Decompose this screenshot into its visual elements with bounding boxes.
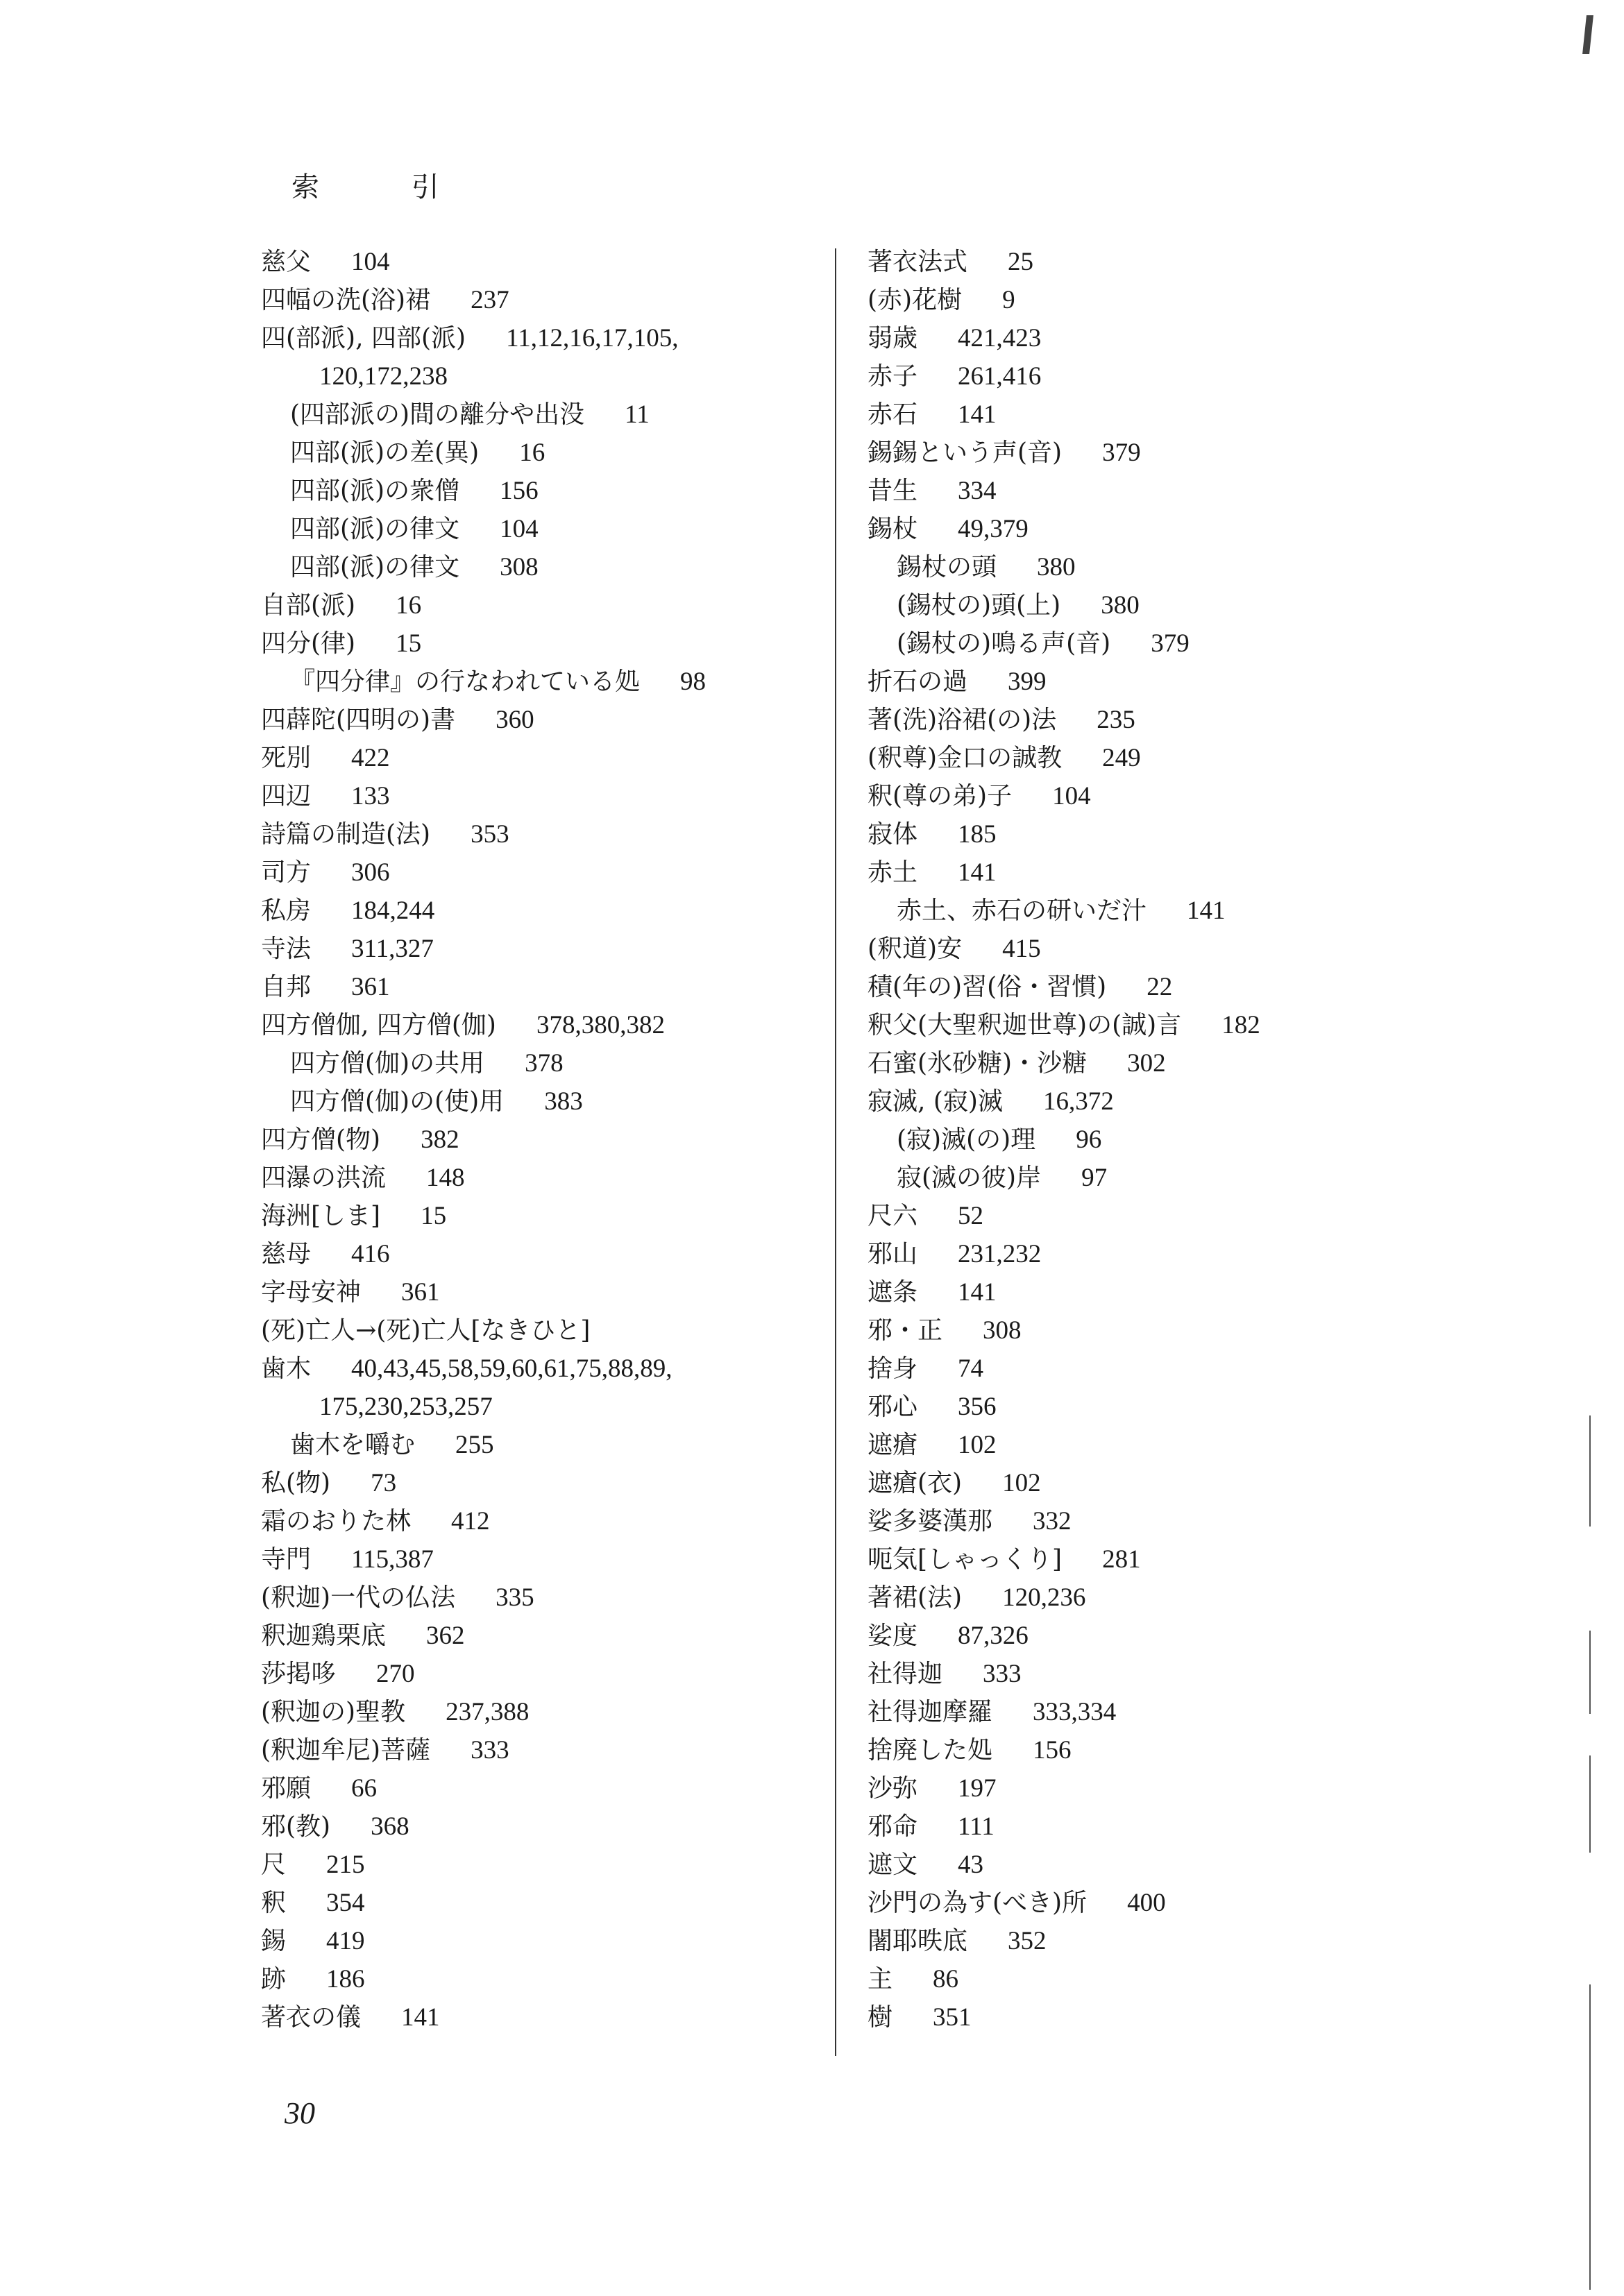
entry-term: 錫杖の頭 — [897, 553, 997, 581]
entry-pages: 111 — [958, 1812, 995, 1841]
entry-term: 釈迦鶏栗底 — [261, 1622, 387, 1650]
scan-edge-line — [1589, 1755, 1591, 1853]
entry-term: 邪(教) — [261, 1812, 331, 1841]
entry-pages: 308 — [500, 553, 539, 581]
index-entry — [868, 319, 1367, 357]
index-entry — [261, 892, 816, 930]
entry-pages: 235 — [1097, 706, 1135, 734]
index-entry — [261, 1922, 816, 1960]
entry-term: 尺六 — [868, 1202, 918, 1230]
index-entry — [868, 1502, 1367, 1540]
entry-term: 遮瘡 — [868, 1431, 918, 1459]
index-entry — [261, 1350, 816, 1388]
entry-term: (四部派の)間の離分や出没 — [290, 400, 585, 429]
entry-pages: 86 — [933, 1965, 959, 1993]
entry-pages: 15 — [396, 629, 422, 658]
entry-pages: 352 — [1008, 1927, 1047, 1955]
entry-pages: 141 — [958, 1278, 997, 1307]
entry-pages: 306 — [351, 858, 390, 887]
index-entry — [868, 548, 1367, 586]
entry-term: 沙門の為す(べき)所 — [868, 1889, 1088, 1917]
scan-edge-line — [1589, 1631, 1591, 1714]
entry-pages: 215 — [326, 1851, 365, 1879]
entry-pages: 333 — [471, 1736, 509, 1764]
index-entry — [261, 1044, 816, 1082]
entry-pages: 148 — [426, 1164, 465, 1192]
entry-term: 石蜜(氷砂糖)・沙糖 — [868, 1049, 1088, 1078]
entry-pages: 351 — [933, 2003, 972, 2032]
index-entry — [261, 739, 816, 777]
entry-pages: 382 — [421, 1125, 459, 1154]
entry-pages: 255 — [455, 1431, 494, 1459]
entry-term: 寂滅, (寂)滅 — [868, 1087, 1003, 1116]
index-entry — [868, 472, 1367, 510]
index-entry — [261, 1082, 816, 1121]
index-entry — [261, 1426, 816, 1464]
entry-term: 娑多婆漢那 — [868, 1507, 993, 1536]
index-entry — [868, 1235, 1367, 1273]
index-entry — [868, 1159, 1367, 1197]
entry-term: 積(年の)習(俗・習慣) — [868, 973, 1107, 1001]
entry-pages: 87,326 — [958, 1622, 1029, 1650]
index-entry — [868, 1731, 1367, 1769]
entry-term: 釈(尊の弟)子 — [868, 782, 1013, 810]
index-entry — [868, 1655, 1367, 1693]
entry-pages: 335 — [496, 1583, 534, 1612]
index-entry — [868, 663, 1367, 701]
index-entry — [261, 548, 816, 586]
entry-pages: 311,327 — [351, 935, 434, 963]
column-divider — [835, 248, 836, 2056]
entry-pages: 16 — [396, 591, 422, 620]
index-entry — [868, 1617, 1367, 1655]
entry-pages: 16 — [519, 439, 545, 467]
entry-term: 邪山 — [868, 1240, 918, 1268]
index-entry — [868, 1044, 1367, 1082]
index-entry — [868, 853, 1367, 892]
index-entry — [868, 1388, 1367, 1426]
entry-pages: 333 — [983, 1660, 1022, 1688]
entry-term: 四辺 — [261, 782, 312, 810]
entry-pages: 249 — [1102, 744, 1141, 772]
index-column-left — [261, 243, 816, 2036]
entry-pages: 412 — [451, 1507, 490, 1536]
scan-edge-mark — [1582, 15, 1593, 54]
index-entry — [868, 243, 1367, 281]
entry-pages: 378 — [525, 1049, 564, 1078]
entry-pages: 115,387 — [351, 1545, 434, 1574]
index-entry — [868, 930, 1367, 968]
index-entry — [868, 1540, 1367, 1579]
index-entry — [261, 1617, 816, 1655]
entry-term: 著裙(法) — [868, 1583, 963, 1612]
index-entry — [261, 1121, 816, 1159]
entry-pages: 421,423 — [958, 324, 1042, 352]
index-entry — [868, 1579, 1367, 1617]
entry-term: (錫杖の)頭(上) — [897, 591, 1061, 620]
index-entry — [868, 1693, 1367, 1731]
entry-term: 捨身 — [868, 1354, 918, 1383]
index-entry — [261, 1769, 816, 1808]
index-entry — [261, 1846, 816, 1884]
entry-pages: 197 — [958, 1774, 997, 1803]
index-entry — [261, 1235, 816, 1273]
index-entry — [868, 1273, 1367, 1311]
entry-term: 釈父(大聖釈迦世尊)の(誠)言 — [868, 1011, 1182, 1039]
index-entry — [868, 1082, 1367, 1121]
entry-term: 莎掲哆 — [261, 1660, 337, 1688]
index-entry — [261, 853, 816, 892]
index-entry — [261, 319, 816, 357]
entry-term: 呃気[しゃっくり] — [868, 1545, 1063, 1574]
entry-pages: 25 — [1008, 248, 1034, 276]
entry-pages: 96 — [1076, 1125, 1102, 1154]
entry-pages: 102 — [1002, 1469, 1041, 1497]
index-entry — [261, 1159, 816, 1197]
entry-pages: 184,244 — [351, 896, 435, 925]
index-entry — [261, 281, 816, 319]
entry-pages: 379 — [1102, 439, 1141, 467]
index-entry — [261, 243, 816, 281]
entry-term: 四(部派), 四部(派) — [261, 324, 466, 352]
entry-pages: 353 — [471, 820, 509, 849]
entry-term: 四方僧(物) — [261, 1125, 381, 1154]
entry-pages: 16,372 — [1042, 1087, 1114, 1116]
scan-edge-line — [1589, 1984, 1591, 2290]
entry-term: 遮条 — [868, 1278, 918, 1307]
entry-term: 寂(滅の彼)岸 — [897, 1164, 1042, 1192]
entry-pages: 415 — [1002, 935, 1041, 963]
entry-pages: 156 — [500, 477, 539, 505]
entry-pages: 400 — [1127, 1889, 1166, 1917]
index-entry — [261, 357, 816, 396]
index-entry — [261, 1579, 816, 1617]
index-entry — [868, 1121, 1367, 1159]
entry-pages: 98 — [680, 667, 707, 696]
entry-term: (錫杖の)鳴る声(音) — [897, 629, 1111, 658]
entry-pages: 334 — [958, 477, 997, 505]
entry-term: 赤子 — [868, 362, 918, 391]
entry-pages: 332 — [1033, 1507, 1072, 1536]
index-entry — [868, 1350, 1367, 1388]
index-entry — [868, 510, 1367, 548]
index-column-right — [868, 243, 1367, 2036]
entry-pages: 156 — [1033, 1736, 1072, 1764]
entry-pages: 383 — [544, 1087, 583, 1116]
index-entry — [261, 1464, 816, 1502]
entry-pages: 186 — [326, 1965, 365, 1993]
entry-term: (寂)滅(の)理 — [897, 1125, 1036, 1154]
entry-pages: 120,172,238 — [319, 362, 448, 391]
entry-term: 霜のおりた林 — [261, 1507, 412, 1536]
index-entry — [261, 1273, 816, 1311]
entry-term: 赤石 — [868, 400, 918, 429]
entry-pages: 104 — [1052, 782, 1091, 810]
page-title: 索 引 — [291, 171, 481, 203]
entry-term: 慈母 — [261, 1240, 312, 1268]
entry-pages: 379 — [1151, 629, 1190, 658]
entry-pages: 360 — [496, 706, 534, 734]
entry-pages: 308 — [983, 1316, 1022, 1345]
entry-pages: 354 — [326, 1889, 365, 1917]
entry-term: (釈迦牟尼)菩薩 — [261, 1736, 431, 1764]
index-entry — [261, 815, 816, 853]
index-entry — [868, 357, 1367, 396]
entry-term: 主 — [868, 1965, 893, 1993]
entry-term: 四方僧伽, 四方僧(伽) — [261, 1011, 496, 1039]
entry-term: 闍耶昳底 — [868, 1927, 968, 1955]
index-entry — [868, 739, 1367, 777]
entry-pages: 104 — [500, 515, 539, 543]
entry-term: 自部(派) — [261, 591, 356, 620]
entry-pages: 97 — [1081, 1164, 1108, 1192]
entry-term: 四部(派)の律文 — [290, 553, 460, 581]
entry-pages: 102 — [958, 1431, 997, 1459]
entry-term: 著衣法式 — [868, 248, 968, 276]
entry-pages: 11 — [625, 400, 650, 429]
index-entry — [868, 1960, 1367, 1998]
index-entry — [868, 968, 1367, 1006]
entry-term: (釈道)安 — [868, 935, 963, 963]
entry-pages: 237,388 — [446, 1698, 530, 1726]
index-entry — [261, 1006, 816, 1044]
scan-edge-line — [1589, 1415, 1591, 1527]
entry-term: 四分(律) — [261, 629, 356, 658]
index-entry — [261, 1808, 816, 1846]
entry-term: 跡 — [261, 1965, 287, 1993]
entry-term: 錫錫という声(音) — [868, 439, 1063, 467]
index-entry — [868, 1006, 1367, 1044]
entry-term: 四方僧(伽)の共用 — [290, 1049, 485, 1078]
entry-pages: 361 — [351, 973, 390, 1001]
index-entry — [868, 1464, 1367, 1502]
entry-term: 捨廃した処 — [868, 1736, 993, 1764]
entry-term: 四部(派)の衆僧 — [290, 477, 460, 505]
index-entry — [868, 1197, 1367, 1235]
entry-pages: 15 — [421, 1202, 447, 1230]
index-entry — [868, 777, 1367, 815]
entry-term: 邪命 — [868, 1812, 918, 1841]
index-entry — [868, 1426, 1367, 1464]
entry-term: 樹 — [868, 2003, 893, 2032]
entry-term: 四幅の洗(浴)裙 — [261, 286, 431, 314]
entry-term: 著衣の儀 — [261, 2003, 362, 2032]
entry-pages: 73 — [371, 1469, 397, 1497]
entry-term: 寂体 — [868, 820, 918, 849]
index-entry — [868, 1769, 1367, 1808]
entry-term: 弱歳 — [868, 324, 918, 352]
entry-pages: 302 — [1127, 1049, 1166, 1078]
index-entry — [261, 701, 816, 739]
entry-pages: 419 — [326, 1927, 365, 1955]
index-entry — [261, 1540, 816, 1579]
entry-pages: 22 — [1147, 973, 1173, 1001]
index-entry — [261, 1731, 816, 1769]
page-number: 30 — [285, 2096, 315, 2130]
index-entry — [868, 396, 1367, 434]
entry-pages: 185 — [958, 820, 997, 849]
entry-pages: 49,379 — [958, 515, 1029, 543]
entry-pages: 104 — [351, 248, 390, 276]
index-entry — [261, 1998, 816, 2036]
entry-pages: 261,416 — [958, 362, 1042, 391]
entry-pages: 380 — [1101, 591, 1140, 620]
index-entry — [261, 396, 816, 434]
entry-pages: 416 — [351, 1240, 390, 1268]
entry-pages: 368 — [371, 1812, 409, 1841]
entry-pages: 270 — [376, 1660, 415, 1688]
entry-pages: 333,334 — [1033, 1698, 1117, 1726]
entry-pages: 43 — [958, 1851, 984, 1879]
index-entry — [261, 472, 816, 510]
entry-pages: 380 — [1037, 553, 1076, 581]
entry-term: 遮瘡(衣) — [868, 1469, 963, 1497]
entry-pages: 141 — [401, 2003, 440, 2032]
index-entry — [261, 1388, 816, 1426]
index-entry — [261, 1960, 816, 1998]
index-entry — [261, 1197, 816, 1235]
index-entry — [261, 1693, 816, 1731]
entry-term: 沙弥 — [868, 1774, 918, 1803]
entry-term: 死別 — [261, 744, 312, 772]
index-entry — [868, 1884, 1367, 1922]
entry-term: 自邦 — [261, 973, 312, 1001]
entry-pages: 52 — [958, 1202, 984, 1230]
entry-term: 遮文 — [868, 1851, 918, 1879]
index-entry — [261, 968, 816, 1006]
index-entry — [868, 1922, 1367, 1960]
entry-term: 四方僧(伽)の(使)用 — [290, 1087, 505, 1116]
entry-term: 歯木 — [261, 1354, 312, 1383]
index-entry — [868, 1998, 1367, 2036]
entry-term: (釈迦)一代の仏法 — [261, 1583, 456, 1612]
entry-pages: 281 — [1102, 1545, 1141, 1574]
index-entry — [868, 1311, 1367, 1350]
index-entry — [261, 1311, 816, 1350]
entry-term: (釈迦の)聖教 — [261, 1698, 406, 1726]
entry-term: 私(物) — [261, 1469, 331, 1497]
entry-term: 四瀑の洪流 — [261, 1164, 387, 1192]
index-entry — [868, 1846, 1367, 1884]
entry-pages: 141 — [958, 400, 997, 429]
entry-term: (赤)花樹 — [868, 286, 963, 314]
entry-term: (死)亡人→(死)亡人[なきひと] — [261, 1316, 591, 1345]
entry-term: 社得迦摩羅 — [868, 1698, 993, 1726]
entry-term: 昔生 — [868, 477, 918, 505]
entry-pages: 175,230,253,257 — [319, 1393, 493, 1421]
entry-term: 折石の過 — [868, 667, 968, 696]
index-entry — [868, 701, 1367, 739]
entry-term: 四部(派)の律文 — [290, 515, 460, 543]
index-entry — [261, 1502, 816, 1540]
entry-pages: 120,236 — [1002, 1583, 1086, 1612]
entry-term: 『四分律』の行なわれている処 — [290, 667, 641, 696]
index-entry — [261, 510, 816, 548]
entry-term: 邪心 — [868, 1393, 918, 1421]
index-entry — [261, 624, 816, 663]
index-entry — [261, 1884, 816, 1922]
entry-pages: 141 — [1187, 896, 1226, 925]
entry-term: 寺門 — [261, 1545, 312, 1574]
entry-pages: 40,43,45,58,59,60,61,75,88,89, — [351, 1354, 673, 1383]
entry-term: 赤土、赤石の研いだ汁 — [897, 896, 1147, 925]
entry-pages: 9 — [1002, 286, 1015, 314]
index-entry — [868, 434, 1367, 472]
entry-pages: 74 — [958, 1354, 984, 1383]
index-entry — [261, 663, 816, 701]
index-entry — [868, 586, 1367, 624]
entry-term: 邪願 — [261, 1774, 312, 1803]
entry-pages: 66 — [351, 1774, 378, 1803]
entry-pages: 133 — [351, 782, 390, 810]
entry-term: 邪・正 — [868, 1316, 943, 1345]
entry-term: 字母安神 — [261, 1278, 362, 1307]
entry-term: 詩篇の制造(法) — [261, 820, 431, 849]
entry-term: 錫杖 — [868, 515, 918, 543]
entry-term: 社得迦 — [868, 1660, 943, 1688]
entry-term: 歯木を嚼む — [290, 1431, 416, 1459]
entry-pages: 237 — [471, 286, 509, 314]
entry-term: 釈 — [261, 1889, 287, 1917]
index-entry — [868, 815, 1367, 853]
index-entry — [868, 892, 1367, 930]
entry-pages: 362 — [426, 1622, 465, 1650]
entry-pages: 378,380,382 — [536, 1011, 665, 1039]
entry-pages: 182 — [1221, 1011, 1260, 1039]
entry-pages: 11,12,16,17,105, — [506, 324, 679, 352]
entry-term: 四部(派)の差(異) — [290, 439, 480, 467]
entry-pages: 399 — [1008, 667, 1047, 696]
entry-term: (釈尊)金口の誠教 — [868, 744, 1063, 772]
entry-term: 司方 — [261, 858, 312, 887]
entry-pages: 231,232 — [958, 1240, 1042, 1268]
entry-term: 海洲[しま] — [261, 1202, 381, 1230]
entry-term: 寺法 — [261, 935, 312, 963]
entry-term: 慈父 — [261, 248, 312, 276]
index-entry — [261, 586, 816, 624]
index-entry — [261, 434, 816, 472]
index-entry — [868, 1808, 1367, 1846]
entry-pages: 361 — [401, 1278, 440, 1307]
entry-term: 娑度 — [868, 1622, 918, 1650]
entry-term: 著(洗)浴裙(の)法 — [868, 706, 1057, 734]
entry-pages: 141 — [958, 858, 997, 887]
index-entry — [868, 281, 1367, 319]
entry-term: 赤土 — [868, 858, 918, 887]
index-entry — [261, 1655, 816, 1693]
entry-term: 私房 — [261, 896, 312, 925]
entry-term: 四薜陀(四明の)書 — [261, 706, 456, 734]
entry-pages: 356 — [958, 1393, 997, 1421]
entry-pages: 422 — [351, 744, 390, 772]
entry-term: 尺 — [261, 1851, 287, 1879]
entry-term: 錫 — [261, 1927, 287, 1955]
index-entry — [868, 624, 1367, 663]
index-entry — [261, 930, 816, 968]
index-entry — [261, 777, 816, 815]
